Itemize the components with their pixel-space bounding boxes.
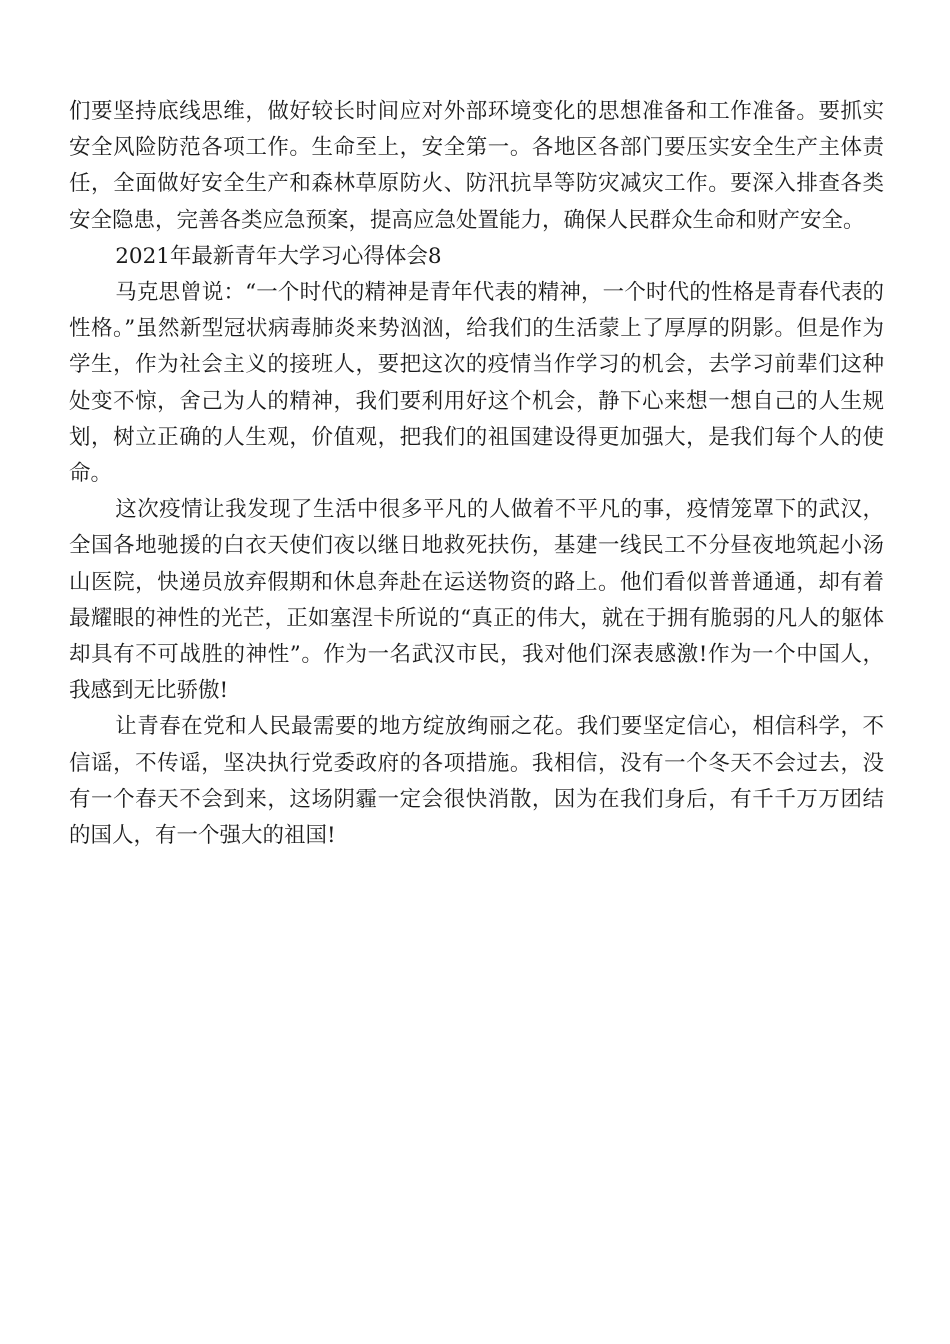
section-heading: 2021年最新青年大学习心得体会8 xyxy=(115,243,442,269)
document-body xyxy=(69,94,884,854)
paragraph-epidemic-heroes: 这次疫情让我发现了生活中很多平凡的人做着不平凡的事，疫情笼罩下的武汉，全国各地驰援的白衣天使们夜以继日地救死扶伤，基建一线民工不分昼夜地筑起小汤山医院，快递员放弃假期和休息奔赴在运送物资的路上。他们看似普普通通，却有着最耀眼的神性的光芒，正如塞涅卡所说的“真正的伟大，就在于拥有脆弱的凡人的躯体却具有不可战胜的神性”。作为一名武汉市民，我对他们深表感激!作为一个中国人，我感到无比骄傲! xyxy=(69,497,884,704)
paragraph-youth-confidence: 让青春在党和人民最需要的地方绽放绚丽之花。我们要坚定信心，相信科学，不信谣，不传谣，坚决执行党委政府的各项措施。我相信，没有一个冬天不会过去，没有一个春天不会到来，这场阴霾一定会很快消散，因为在我们身后，有千千万万团结的国人，有一个强大的祖国! xyxy=(69,714,884,849)
paragraph-continuation: 们要坚持底线思维，做好较长时间应对外部环境变化的思想准备和工作准备。要抓实安全风险防范各项工作。生命至上，安全第一。各地区各部门要压实安全生产主体责任，全面做好安全生产和森林草原防火、防汛抗旱等防灾减灾工作。要深入排查各类安全隐患，完善各类应急预案，提高应急处置能力，确保人民群众生命和财产安全。 xyxy=(69,99,884,233)
paragraph-marx-quote: 马克思曾说：“一个时代的精神是青年代表的精神，一个时代的性格是青春代表的性格。”虽然新型冠状病毒肺炎来势汹汹，给我们的生活蒙上了厚厚的阴影。但是作为学生，作为社会主义的接班人，要把这次的疫情当作学习的机会，去学习前辈们这种处变不惊，舍己为人的精神，我们要利用好这个机会，静下心来想一想自己的人生规划，树立正确的人生观，价值观，把我们的祖国建设得更加强大，是我们每个人的使命。 xyxy=(69,280,884,487)
